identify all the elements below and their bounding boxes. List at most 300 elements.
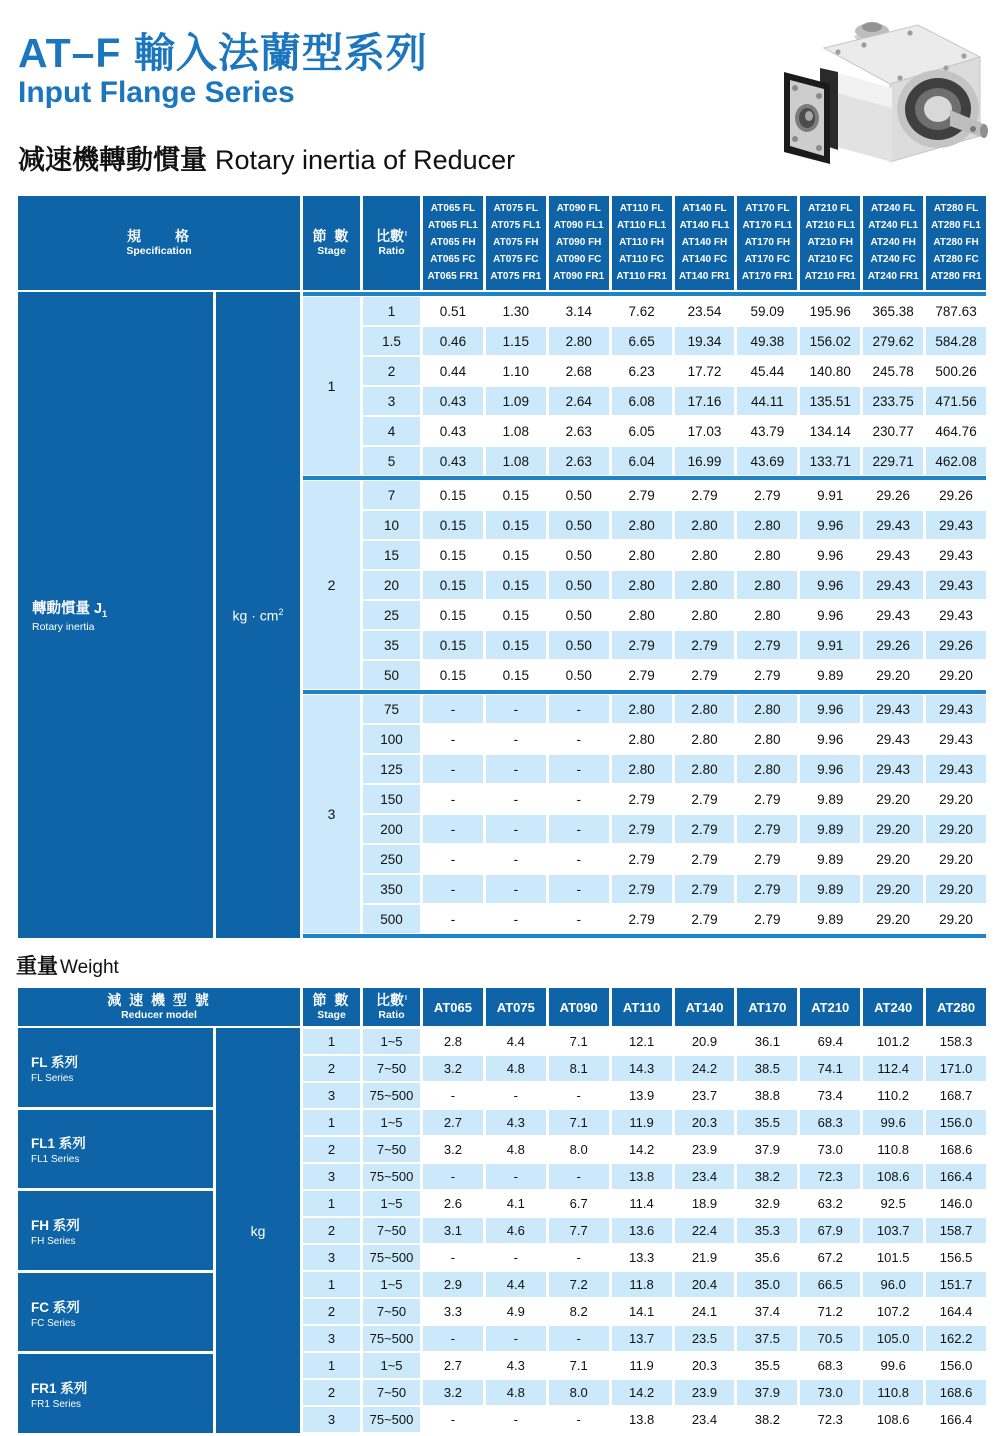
inertia-value-cell: 29.43: [863, 571, 923, 599]
inertia-value-cell: 16.99: [675, 447, 735, 475]
inertia-value-cell: 49.38: [737, 327, 797, 355]
inertia-value-cell: 0.50: [549, 571, 609, 599]
weight-value-cell: 20.3: [675, 1110, 735, 1135]
weight-value-cell: 35.5: [737, 1110, 797, 1135]
table-row: [303, 1056, 986, 1081]
ratio-cell: 75~500: [363, 1407, 420, 1432]
inertia-value-cell: 59.09: [750, 303, 785, 319]
model-variant-label: AT065 FH: [430, 236, 476, 248]
inertia-value-cell: 462.08: [926, 447, 986, 475]
inertia-value-cell: -: [486, 695, 546, 723]
model-variant-label: AT075 FH: [493, 236, 539, 248]
weight-value-cell: 13.8: [612, 1164, 672, 1189]
weight-value-cell: 3.3: [443, 1304, 462, 1319]
inertia-value-cell: 2.79: [628, 791, 655, 807]
inertia-value-cell: -: [576, 851, 581, 867]
weight-value-cell: 35.5: [754, 1358, 781, 1373]
weight-value-cell: 67.9: [800, 1218, 860, 1243]
table-row: [303, 1272, 986, 1297]
stage-cell: 1: [303, 1191, 360, 1216]
weight-value-cell: 38.2: [737, 1164, 797, 1189]
inertia-value-cell: -: [450, 731, 456, 747]
inertia-value-cell: 0.50: [565, 607, 592, 623]
ratio-cell: 25: [363, 601, 420, 629]
weight-value-cell: 11.9: [612, 1110, 672, 1135]
model-variant-label: AT110 FR1: [616, 271, 667, 283]
weight-value-cell: 4.1: [506, 1196, 525, 1211]
table-row: [363, 511, 986, 539]
weight-value-cell: 35.6: [754, 1250, 781, 1265]
inertia-value-cell: -: [549, 695, 609, 723]
ratio-cell: 7~50: [363, 1137, 420, 1162]
inertia-value-cell: -: [486, 875, 546, 903]
inertia-table-body: [18, 292, 986, 938]
model-variant-label: AT210 FR1: [804, 271, 856, 283]
inertia-value-cell: 2.80: [691, 731, 718, 747]
section-title-weight-en: Weight: [60, 957, 119, 978]
model-variant-label: AT240 FC: [870, 254, 916, 266]
inertia-value-cell: 2.80: [754, 547, 781, 563]
table-row: [363, 541, 986, 569]
inertia-row-label: [18, 292, 213, 938]
inertia-value-cell: 17.72: [687, 363, 722, 379]
model-column-header: AT075: [486, 988, 546, 1026]
model-variant-label: AT280 FL1: [931, 219, 981, 231]
weight-value-cell: -: [486, 1326, 546, 1351]
model-variant-label: AT210 FL: [808, 202, 853, 214]
inertia-value-cell: 0.43: [423, 387, 483, 415]
model-variant-label: AT090 FH: [556, 236, 602, 248]
inertia-row-label-en: Rotary inertia: [32, 621, 95, 634]
table-row: [303, 1164, 986, 1189]
inertia-value-cell: 2.80: [737, 695, 797, 723]
inertia-value-cell: 29.43: [876, 547, 911, 563]
series-label: [18, 1273, 213, 1352]
weight-value-cell: -: [423, 1326, 483, 1351]
inertia-value-cell: 29.43: [939, 607, 973, 623]
model-variant-label: AT210 FC: [807, 254, 853, 266]
inertia-value-cell: 0.15: [439, 607, 467, 623]
model-variant-label: AT110 FH: [619, 236, 665, 248]
ratio-cell: 75: [363, 695, 420, 723]
inertia-value-cell: 2.79: [691, 791, 718, 807]
series-label: [18, 1110, 213, 1189]
weight-value-cell: 13.7: [612, 1326, 672, 1351]
inertia-value-cell: 29.20: [863, 815, 923, 843]
weight-value-cell: -: [450, 1412, 456, 1427]
weight-value-cell: -: [576, 1088, 581, 1103]
inertia-value-cell: 6.65: [612, 327, 672, 355]
inertia-value-cell: -: [423, 695, 483, 723]
stage-cell: 2: [303, 1137, 360, 1162]
inertia-value-cell: 1.09: [486, 387, 546, 415]
weight-value-cell: 68.3: [817, 1358, 843, 1373]
inertia-value-cell: -: [423, 755, 483, 783]
table-row: [303, 1245, 986, 1270]
inertia-value-cell: 0.15: [502, 487, 529, 503]
inertia-value-cell: 0.15: [423, 511, 483, 539]
weight-value-cell: 13.9: [628, 1088, 655, 1103]
inertia-value-cell: 0.43: [439, 423, 467, 439]
model-variant-label: AT075 FL: [493, 202, 538, 214]
inertia-value-cell: 0.50: [565, 487, 592, 503]
weight-value-cell: 101.2: [876, 1034, 910, 1049]
ratio-cell: 1: [363, 297, 420, 325]
inertia-value-cell: 229.71: [863, 447, 923, 475]
inertia-value-cell: 2.68: [565, 363, 592, 379]
weight-value-cell: 24.1: [691, 1304, 718, 1319]
inertia-value-cell: -: [549, 755, 609, 783]
weight-value-cell: 72.3: [817, 1412, 843, 1427]
page-title-zh: AT–F 輸入法蘭型系列: [18, 30, 428, 76]
inertia-value-cell: 245.78: [872, 363, 914, 379]
ratio-cell: 200: [363, 815, 420, 843]
inertia-value-cell: 2.79: [628, 487, 655, 503]
model-column-header: AT140: [675, 988, 735, 1026]
model-column-header: [612, 196, 672, 290]
inertia-value-cell: 1.08: [502, 423, 529, 439]
inertia-value-cell: 29.20: [939, 851, 973, 867]
inertia-value-cell: 9.89: [817, 851, 844, 867]
inertia-value-cell: 0.15: [502, 547, 529, 563]
inertia-value-cell: 279.62: [863, 327, 923, 355]
inertia-value-cell: 2.79: [628, 667, 655, 683]
model-variant-label: AT170 FH: [744, 236, 791, 248]
stage-cell: 1: [303, 297, 360, 475]
section-title-inertia-zh: 减速機轉動慣量: [18, 145, 207, 175]
ratio-cell: 2: [363, 357, 420, 385]
table-row: [363, 631, 986, 659]
stage-cell: 1: [303, 1272, 360, 1297]
inertia-value-cell: 1.15: [486, 327, 546, 355]
table-row: [303, 1137, 986, 1162]
ratio-cell: 75~500: [363, 1326, 420, 1351]
weight-value-cell: 166.4: [939, 1412, 973, 1427]
inertia-value-cell: 156.02: [800, 327, 860, 355]
inertia-value-cell: 6.05: [628, 423, 655, 439]
inertia-value-cell: 0.15: [486, 571, 546, 599]
weight-value-cell: 96.0: [863, 1272, 923, 1297]
weight-value-cell: 171.0: [926, 1056, 986, 1081]
inertia-value-cell: 9.89: [800, 875, 860, 903]
weight-value-cell: 3.2: [423, 1056, 483, 1081]
table-row: [303, 1407, 986, 1432]
model-column-header: [423, 196, 483, 290]
stage-header-en: Stage: [317, 245, 346, 258]
stage-header-en: Stage: [317, 1009, 346, 1022]
ratio-cell: 500: [363, 905, 420, 933]
weight-table-body: [18, 1028, 986, 1433]
stage-group-rows: [363, 296, 986, 476]
weight-value-cell: 72.3: [800, 1164, 860, 1189]
ratio-cell: 5: [363, 447, 420, 475]
weight-value-cell: 70.5: [800, 1326, 860, 1351]
weight-value-cell: 7.1: [549, 1110, 609, 1135]
inertia-value-cell: 0.15: [439, 487, 467, 503]
inertia-value-cell: 29.43: [939, 547, 973, 563]
table-row: [363, 417, 986, 445]
weight-value-cell: 71.2: [817, 1304, 843, 1319]
weight-value-cell: 11.8: [612, 1272, 672, 1297]
ratio-cell: 4: [363, 417, 420, 445]
model-variant-label: AT210 FL1: [805, 219, 856, 231]
stage-header-zh: 節 數: [312, 228, 351, 245]
weight-value-cell: 4.9: [506, 1304, 525, 1319]
inertia-value-cell: 2.79: [754, 791, 781, 807]
inertia-value-cell: 9.89: [817, 911, 844, 927]
series-label-zh: FC 系列: [31, 1299, 80, 1315]
ratio-header-en: Ratio: [378, 1009, 405, 1022]
stage-cell: 3: [303, 1326, 360, 1351]
inertia-value-cell: 0.50: [549, 631, 609, 659]
weight-value-cell: 108.6: [876, 1412, 910, 1427]
stage-group: [303, 480, 986, 690]
inertia-value-cell: 9.89: [817, 667, 844, 683]
inertia-value-cell: -: [450, 851, 456, 867]
inertia-value-cell: 9.96: [817, 607, 844, 623]
model-variant-label: AT240 FL1: [868, 219, 919, 231]
inertia-value-cell: 43.79: [750, 423, 785, 439]
weight-value-cell: 23.9: [691, 1142, 718, 1157]
series-label: [18, 1354, 213, 1433]
ratio-cell: 50: [363, 661, 420, 689]
inertia-value-cell: -: [423, 875, 483, 903]
weight-value-cell: 14.2: [628, 1142, 655, 1157]
weight-value-cell: 3.2: [443, 1142, 462, 1157]
inertia-value-cell: 2.79: [612, 875, 672, 903]
inertia-value-cell: 2.80: [675, 571, 735, 599]
inertia-value-cell: 0.46: [423, 327, 483, 355]
inertia-value-cell: 2.79: [628, 911, 655, 927]
weight-value-cell: 2.8: [443, 1034, 462, 1049]
inertia-value-cell: 1.30: [502, 303, 529, 319]
model-variant-label: AT065 FR1: [427, 271, 479, 283]
ratio-cell: 7~50: [363, 1056, 420, 1081]
table-row: [303, 1110, 986, 1135]
model-column-header: AT110: [612, 988, 672, 1026]
reducer-model-header-en: Reducer model: [121, 1009, 197, 1022]
weight-value-cell: 110.8: [877, 1142, 909, 1157]
model-variant-label: AT210 FH: [807, 236, 853, 248]
section-title-inertia: [18, 138, 515, 177]
inertia-value-cell: 44.11: [737, 387, 797, 415]
weight-value-cell: 7.7: [549, 1218, 609, 1243]
ratio-cell: 7: [363, 481, 420, 509]
inertia-value-cell: 3.14: [565, 303, 592, 319]
inertia-value-cell: 2.80: [549, 327, 609, 355]
inertia-value-cell: 29.20: [926, 875, 986, 903]
model-variant-label: AT090 FL: [556, 202, 601, 214]
weight-value-cell: 2.6: [443, 1196, 462, 1211]
weight-value-cell: 73.0: [800, 1380, 860, 1405]
inertia-value-cell: 2.79: [628, 851, 655, 867]
stage-header: [303, 988, 360, 1026]
ratio-cell: 10: [363, 511, 420, 539]
inertia-value-cell: 29.43: [876, 731, 911, 747]
ratio-cell: 7~50: [363, 1218, 420, 1243]
series-label: [18, 1028, 213, 1107]
group-separator: [303, 934, 986, 938]
model-column-header: [737, 196, 797, 290]
model-variant-label: AT075 FC: [493, 254, 539, 266]
weight-value-cell: 156.0: [939, 1358, 973, 1373]
inertia-value-cell: -: [450, 911, 456, 927]
model-variant-label: AT065 FL: [430, 202, 476, 214]
model-variant-label: AT240 FL: [871, 202, 916, 214]
inertia-unit-cell: kg · $cm^2$: [216, 292, 300, 938]
stage-cell: 2: [303, 1380, 360, 1405]
spec-header-en: Specification: [126, 245, 192, 258]
weight-value-cell: 38.2: [754, 1412, 781, 1427]
inertia-value-cell: 2.79: [754, 911, 781, 927]
inertia-value-cell: 29.43: [926, 695, 986, 723]
ratio-cell: 1~5: [363, 1272, 420, 1297]
weight-value-cell: 4.4: [486, 1272, 546, 1297]
inertia-value-cell: 0.50: [565, 547, 592, 563]
inertia-value-cell: 9.96: [800, 695, 860, 723]
model-column-header: AT280: [926, 988, 986, 1026]
weight-value-cell: 168.7: [939, 1088, 973, 1103]
weight-value-cell: -: [513, 1088, 518, 1103]
series-label-zh: FL1 系列: [31, 1136, 86, 1152]
weight-value-cell: -: [450, 1250, 456, 1265]
inertia-value-cell: 29.43: [863, 755, 923, 783]
weight-value-cell: 38.8: [754, 1088, 781, 1103]
ratio-cell: 3: [363, 387, 420, 415]
inertia-value-cell: 230.77: [872, 423, 914, 439]
weight-value-cell: 22.4: [675, 1218, 735, 1243]
inertia-value-cell: 134.14: [809, 423, 851, 439]
weight-value-cell: 23.4: [691, 1412, 718, 1427]
weight-value-cell: 101.5: [876, 1250, 910, 1265]
inertia-value-cell: 0.15: [439, 547, 467, 563]
ratio-cell: 15: [363, 541, 420, 569]
inertia-value-cell: 133.71: [800, 447, 860, 475]
weight-value-cell: 8.0: [569, 1142, 588, 1157]
weight-value-cell: 6.7: [569, 1196, 588, 1211]
page-title-en: Input Flange Series: [18, 76, 295, 109]
inertia-value-cell: 2.79: [612, 631, 672, 659]
model-variant-label: AT240 FR1: [867, 271, 919, 283]
inertia-value-cell: 9.91: [800, 631, 860, 659]
weight-value-cell: -: [513, 1412, 518, 1427]
inertia-value-cell: 195.96: [809, 303, 851, 319]
inertia-value-cell: 29.20: [876, 667, 911, 683]
ratio-cell: 1~5: [363, 1353, 420, 1378]
table-row: [363, 297, 986, 325]
inertia-value-cell: -: [513, 731, 519, 747]
model-variant-label: AT280 FR1: [930, 271, 982, 283]
inertia-value-cell: 2.80: [612, 571, 672, 599]
inertia-value-cell: 29.20: [876, 791, 911, 807]
model-column-header: AT090: [549, 988, 609, 1026]
model-variant-label: AT090 FC: [556, 254, 602, 266]
inertia-value-cell: 0.15: [423, 631, 483, 659]
table-row: [363, 661, 986, 689]
weight-value-cell: 74.1: [800, 1056, 860, 1081]
weight-value-cell: 23.4: [675, 1164, 735, 1189]
stage-group-rows: [363, 480, 986, 690]
inertia-value-cell: 140.80: [809, 363, 851, 379]
weight-value-cell: 14.3: [612, 1056, 672, 1081]
inertia-value-cell: 1.08: [486, 447, 546, 475]
weight-value-cell: 4.3: [486, 1110, 546, 1135]
inertia-table-header: [18, 196, 986, 290]
weight-value-cell: 158.7: [926, 1218, 986, 1243]
ratio-cell: 250: [363, 845, 420, 873]
series-label-en: FL1 Series: [31, 1154, 80, 1166]
weight-value-cell: 156.0: [926, 1110, 986, 1135]
weight-value-cell: -: [576, 1250, 581, 1265]
ratio-cell: 125: [363, 755, 420, 783]
inertia-value-cell: 29.43: [926, 755, 986, 783]
inertia-value-cell: 29.43: [863, 511, 923, 539]
ratio-header-zh: 比數$^I$: [376, 992, 407, 1009]
model-variant-label: AT090 FL1: [553, 219, 604, 231]
weight-value-cell: 99.6: [863, 1110, 923, 1135]
weight-value-cell: -: [513, 1250, 518, 1265]
inertia-value-cell: -: [576, 731, 581, 747]
weight-value-cell: 4.8: [486, 1380, 546, 1405]
ratio-header-zh: 比數$^I$: [376, 228, 407, 245]
stage-cell: 3: [303, 695, 360, 933]
series-label-en: FC Series: [31, 1317, 76, 1329]
inertia-value-cell: 9.91: [817, 487, 844, 503]
weight-rows: [303, 1028, 986, 1433]
model-column-header: [926, 196, 986, 290]
inertia-value-cell: 2.80: [612, 695, 672, 723]
weight-value-cell: 146.0: [939, 1196, 973, 1211]
weight-value-cell: 162.2: [926, 1326, 986, 1351]
weight-value-cell: 24.2: [675, 1056, 735, 1081]
table-row: [363, 815, 986, 843]
weight-value-cell: 158.3: [939, 1034, 973, 1049]
inertia-row-label-zh: 轉動慣量 $J_1$: [32, 600, 108, 619]
model-variant-label: AT075 FR1: [490, 271, 542, 283]
weight-table: [18, 988, 986, 1433]
weight-value-cell: 36.1: [754, 1034, 781, 1049]
weight-unit-cell: kg: [216, 1028, 300, 1433]
inertia-value-cell: 6.04: [612, 447, 672, 475]
model-variant-label: AT110 FL: [619, 202, 664, 214]
table-row: [363, 327, 986, 355]
weight-value-cell: 112.4: [863, 1056, 923, 1081]
table-row: [303, 1299, 986, 1324]
inertia-value-cell: -: [513, 911, 519, 927]
weight-value-cell: 14.2: [612, 1380, 672, 1405]
section-title-weight: [16, 950, 119, 980]
inertia-value-cell: 7.62: [628, 303, 655, 319]
stage-header-zh: 節 數: [312, 992, 351, 1009]
stage-cell: 2: [303, 1218, 360, 1243]
inertia-value-cell: -: [513, 851, 519, 867]
weight-value-cell: 67.2: [817, 1250, 843, 1265]
inertia-value-cell: 2.80: [612, 755, 672, 783]
inertia-value-cell: 9.89: [800, 815, 860, 843]
weight-value-cell: 66.5: [800, 1272, 860, 1297]
inertia-value-cell: -: [450, 791, 456, 807]
table-row: [363, 905, 986, 933]
inertia-value-cell: 500.26: [935, 363, 977, 379]
weight-value-cell: 37.9: [754, 1142, 781, 1157]
stage-cell: 1: [303, 1353, 360, 1378]
weight-value-cell: 110.8: [863, 1380, 923, 1405]
inertia-value-cell: 2.64: [549, 387, 609, 415]
table-row: [303, 1083, 986, 1108]
inertia-value-cell: 2.80: [675, 695, 735, 723]
inertia-value-cell: 2.63: [549, 447, 609, 475]
inertia-value-cell: -: [513, 791, 519, 807]
